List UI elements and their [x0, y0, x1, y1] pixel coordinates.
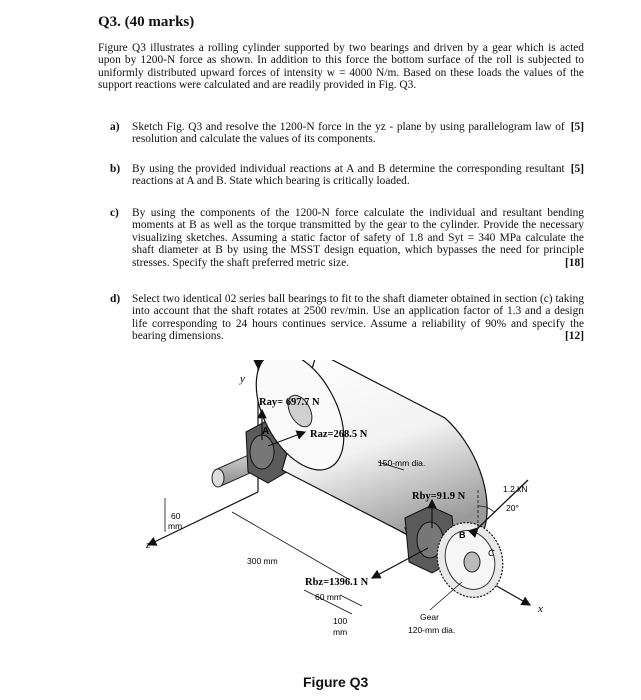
angle-label: 20°: [506, 503, 519, 513]
part-c-text: By using the components of the 1200-N force calculate the individual and resultant bending moments at B as well as the torque transmitted by the gear to the cylinder. Provide the necessary visualizing sketches. Assuming a static factor of safety of 1.8 and Syt = 340 MPa calculate the shaft diameter at B by using the MSST design equation, which bypasses the need for principle stresses. Specify the shaft preferred metric size.: [132, 207, 584, 269]
part-d-marks: [12]: [565, 330, 584, 343]
gear-label: Gear: [420, 612, 439, 622]
z-axis-label: z: [146, 539, 151, 551]
ray-label: Ray= 697.7 N: [259, 397, 320, 408]
part-b-label: b): [110, 163, 121, 175]
x-axis-label: x: [538, 603, 543, 615]
bearing-a-bore: [250, 435, 274, 469]
force-label: 1.2 kN: [503, 484, 528, 494]
part-d-text: Select two identical 02 series ball bearings to fit to the shaft diameter obtained in section (c) taking into account that the shaft rotates at 2500 rev/min. Use an application factor of 1.3 and a design life corresponding to 24 hours continues service. Assume a reliability of 90% and specify the bearing dimensions.: [132, 293, 584, 343]
dim-60-mid-label: 60 mm: [315, 592, 341, 602]
part-d: [110, 293, 584, 343]
part-a-marks: [5]: [570, 121, 584, 133]
part-a-label: a): [110, 121, 120, 133]
dim-60-left-value: 60: [171, 511, 181, 521]
gear-leader: [430, 582, 462, 610]
part-b-text: By using the provided individual reactions at A and B determine the corresponding resultant reactions at A and B. State which bearing is critically loaded.: [132, 163, 565, 188]
part-a: [110, 121, 584, 146]
dim-100-unit: mm: [333, 627, 348, 637]
dim-100-value: 100: [333, 616, 348, 626]
part-b-marks: [5]: [570, 163, 584, 175]
figure-caption: Figure Q3: [303, 674, 369, 690]
point-a-label: A: [262, 426, 270, 437]
part-c-marks: [18]: [565, 256, 584, 269]
rby-label: Rby=91.9 N: [412, 491, 466, 502]
dim-300-label: 300 mm: [247, 556, 278, 566]
rbz-label: Rbz=1396.1 N: [305, 577, 369, 588]
gear-dia-label: 120-mm dia.: [408, 625, 456, 635]
point-b-label: B: [459, 530, 466, 540]
question-title: Q3. (40 marks): [98, 14, 195, 30]
part-c-label: c): [110, 207, 119, 219]
dim-300-line: [232, 512, 350, 580]
part-d-label: d): [110, 293, 121, 305]
dim-100-line: [340, 595, 362, 606]
gear-hub: [464, 552, 480, 572]
z-axis-line: [148, 492, 258, 545]
point-c-label: C: [488, 548, 495, 558]
part-a-text: Sketch Fig. Q3 and resolve the 1200-N force in the yz - plane by using parallelogram law of resolution and calculate the values of its components.: [132, 121, 565, 146]
raz-label: Raz=268.5 N: [310, 429, 368, 440]
roll-dia-label: 150-mm dia.: [378, 458, 426, 468]
part-c: [110, 207, 584, 269]
dim-60-left-unit: mm: [168, 521, 183, 531]
left-shaft-end: [212, 469, 224, 487]
y-axis-label: y: [240, 373, 245, 385]
part-b: [110, 163, 584, 188]
question-intro: Figure Q3 illustrates a rolling cylinder supported by two bearings and driven by a gear which is acted upon by 1200-N force as shown. In addition to this force the bottom surface of the roll is subjected to uniformly distributed upward forces of intensity w = 4000 N/m. Based on these loads the values of the support reactions were calculated and are readily provided in Fig. Q3.: [98, 42, 584, 92]
figure-q3: [0, 360, 641, 700]
